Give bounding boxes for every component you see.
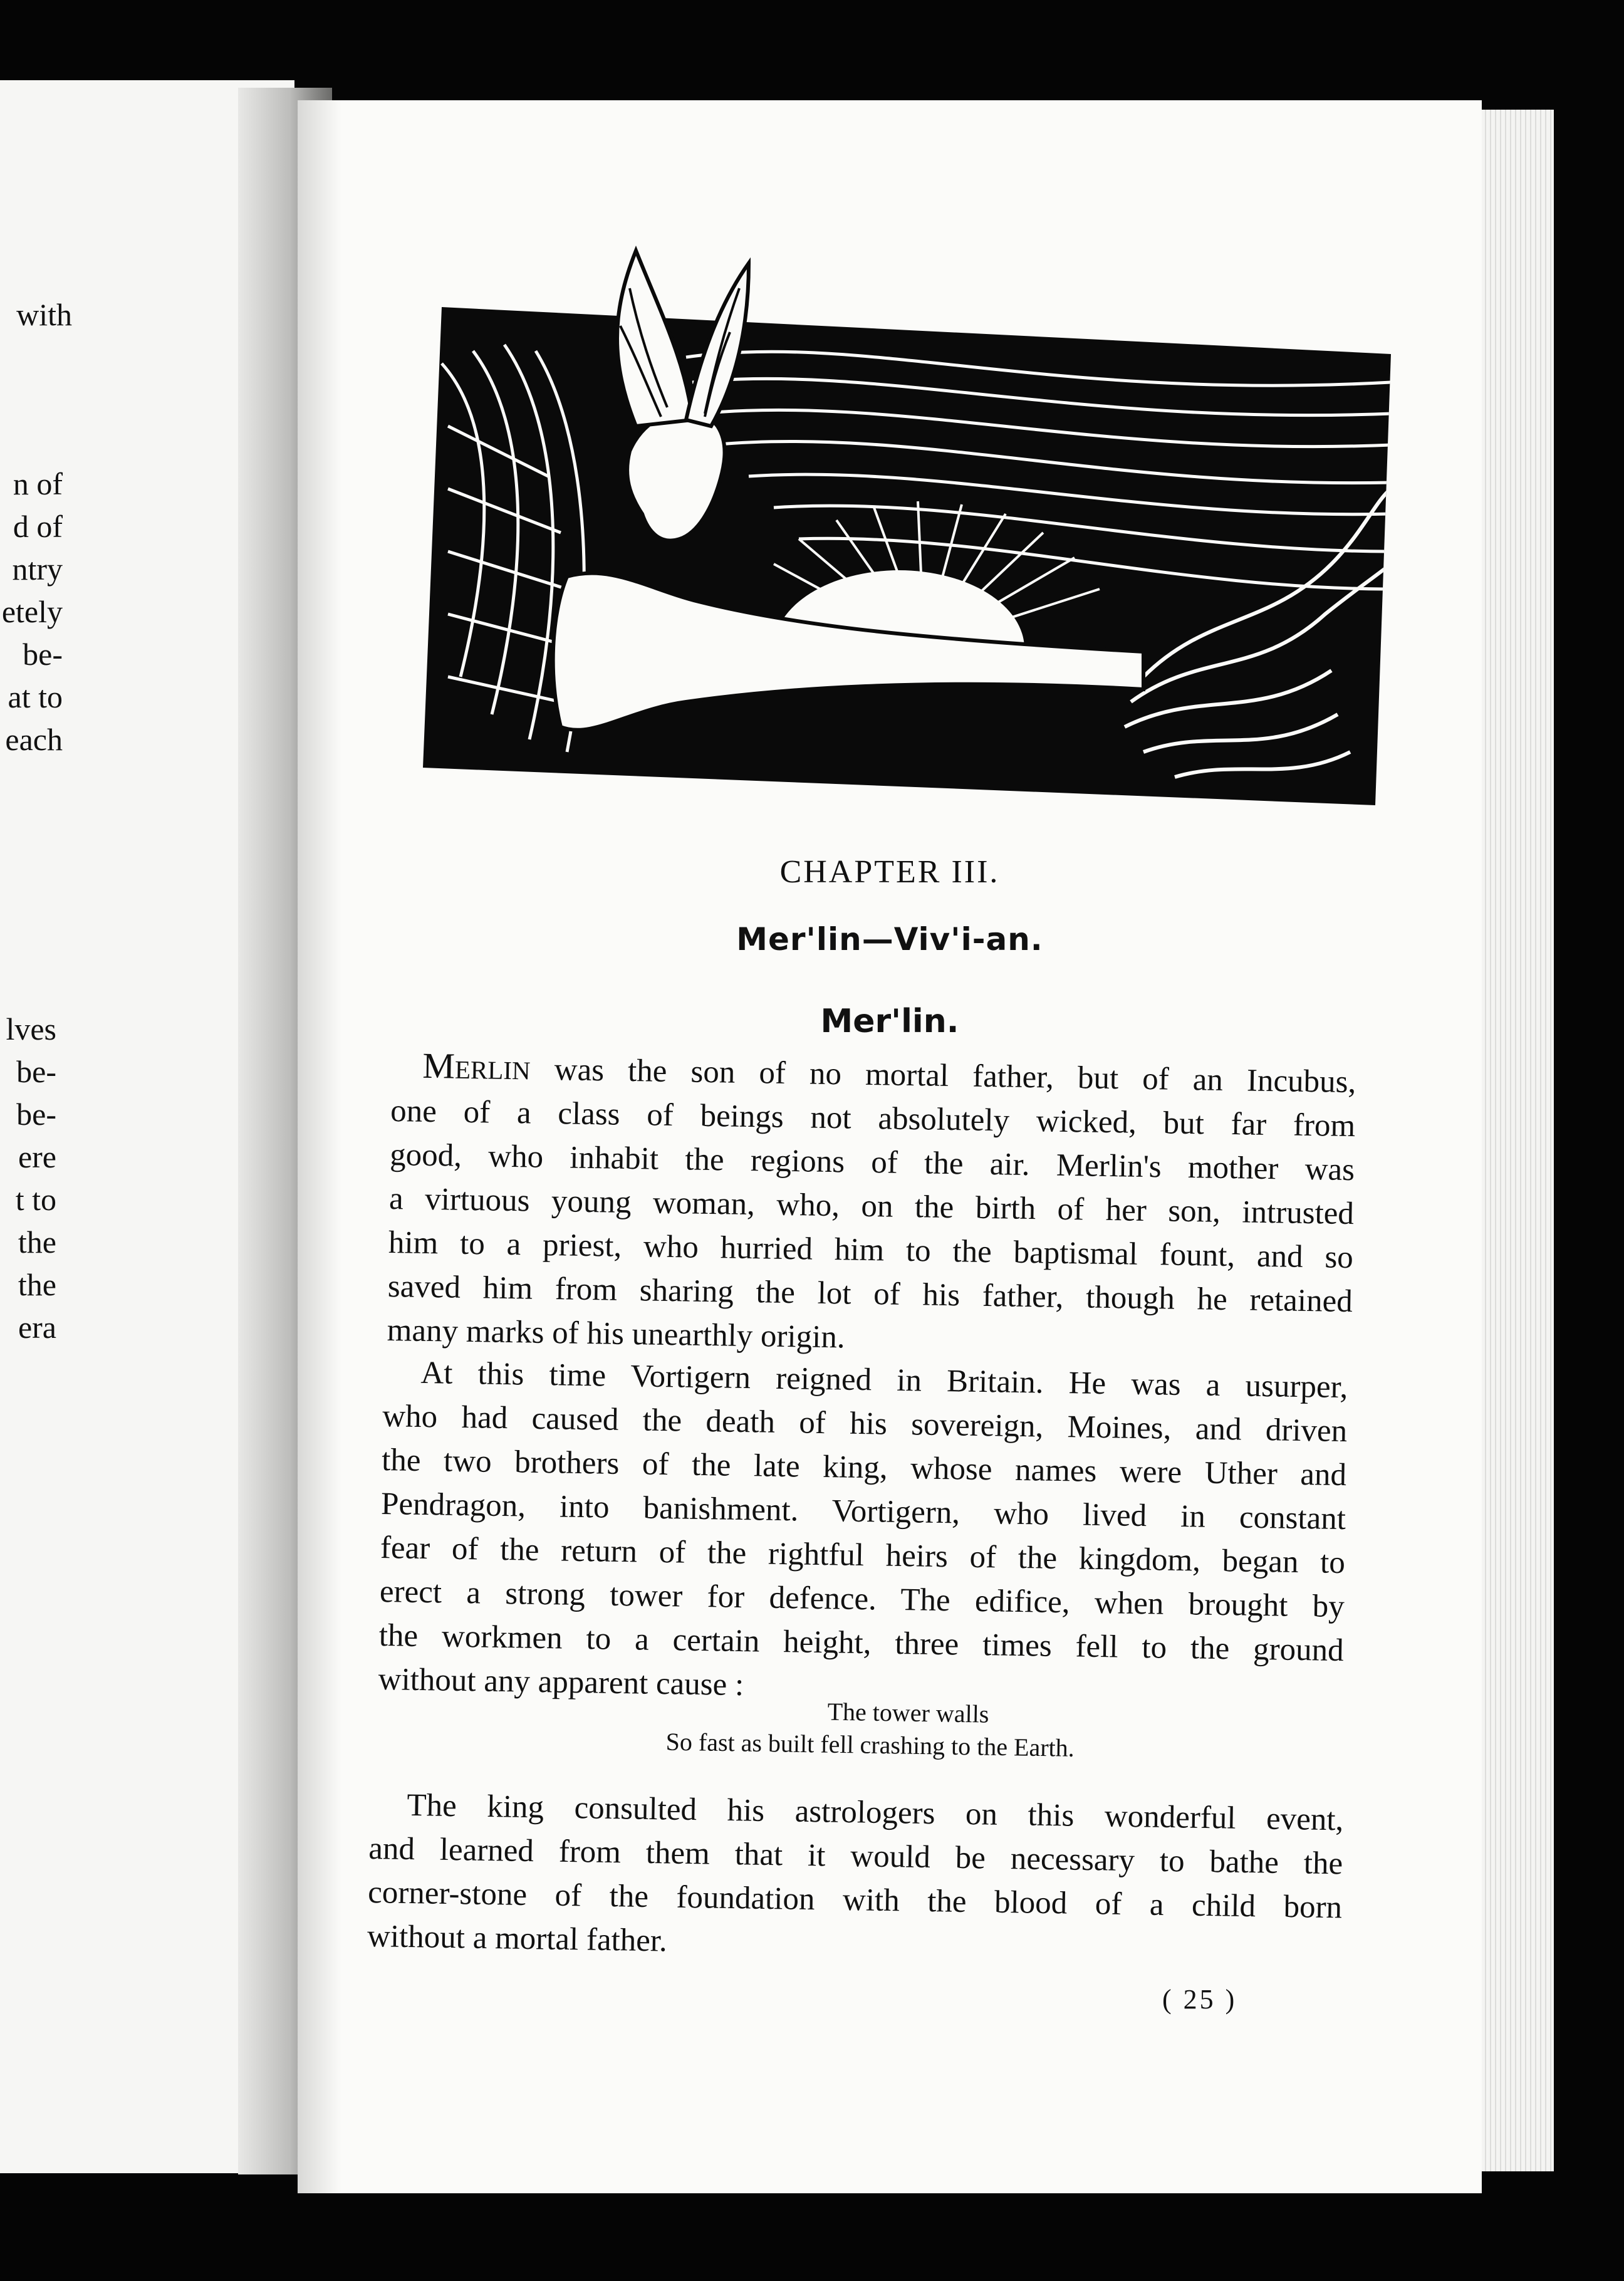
left-fragment-line: era — [18, 1310, 56, 1345]
left-fragment-block-a — [0, 293, 72, 419]
left-page-text-area — [0, 80, 294, 2173]
paragraph-line: one of a class of beings not absolutely wicked, but far from — [390, 1093, 1356, 1144]
left-fragment-line: the — [18, 1267, 56, 1302]
quote-line: The tower walls — [827, 1697, 989, 1728]
left-fragment-line: at to — [8, 679, 63, 714]
left-fragment-line: ntry — [12, 551, 63, 587]
paragraph-line: the workmen to a certain height, three times fell to the ground — [378, 1617, 1345, 1669]
paragraph-line: corner-stone of the foundation with the blood of a child born — [367, 1874, 1343, 1926]
paragraph-line: many marks of his unearthly origin. — [387, 1312, 846, 1355]
verse-quote — [600, 1692, 1140, 1765]
paragraph-line: and learned from them that it would be necessary to bathe the — [368, 1830, 1343, 1882]
paragraph-1 — [387, 1043, 1356, 1367]
paragraph-line-text: was the son of no mortal father, but of an Incubus, — [530, 1052, 1356, 1100]
paragraph-line: the two brothers of the late king, whose names were Uther and — [381, 1442, 1347, 1493]
paragraph-2 — [378, 1350, 1348, 1716]
paragraph-line: erect a strong tower for defence. The edifice, when brought by — [379, 1574, 1345, 1625]
left-fragment-line: n of — [13, 466, 63, 501]
paragraph-line: without any apparent cause : — [378, 1661, 744, 1703]
left-fragment-line: with — [16, 297, 72, 332]
left-fragment-line: d of — [13, 509, 63, 544]
left-fragment-block-c — [0, 1008, 56, 1446]
paragraph-line: Pendragon, into banishment. Vortigern, who lived in constant — [380, 1486, 1346, 1537]
paragraph-line: fear of the return of the rightful heirs of the kingdom, began to — [380, 1530, 1346, 1581]
left-fragment-line: lves — [6, 1011, 56, 1047]
page-number: ( 25 ) — [1162, 1984, 1237, 2015]
paragraph-line: The king consulted his astrologers on this wonderful event, — [407, 1787, 1344, 1838]
paragraph-line: without a mortal father. — [367, 1918, 668, 1959]
winged-figure-illustration — [423, 238, 1391, 805]
paragraph-line: a virtuous young woman, who, on the birth of her son, intrusted — [388, 1181, 1355, 1232]
left-fragment-line: be- — [16, 1097, 56, 1132]
paragraph-line: him to a priest, who hurried him to the baptismal fount, and so — [388, 1224, 1354, 1276]
left-fragment-line: be- — [16, 1054, 56, 1089]
paragraph-line: saved him from sharing the lot of his father, though he retained — [387, 1268, 1353, 1320]
paragraph-3 — [367, 1783, 1344, 1973]
drop-word: Merlin — [422, 1045, 531, 1088]
left-fragment-block-b — [0, 462, 63, 889]
paragraph-line: At this time Vortigern reigned in Britain. He was a usurper, — [420, 1355, 1348, 1406]
left-fragment-line: each — [5, 722, 63, 757]
left-fragment-line: t to — [15, 1182, 56, 1217]
left-fragment-line: ere — [18, 1139, 56, 1174]
chapter-title: Mer'lin—Viv'i-an. — [736, 921, 1043, 958]
left-fragment-line: be- — [23, 637, 63, 672]
left-fragment-line: the — [18, 1224, 56, 1260]
page-inner-shadow — [298, 100, 341, 2193]
left-fragment-line: etely — [1, 594, 63, 629]
quote-line: So fast as built fell crashing to the Earth. — [665, 1727, 1075, 1762]
paragraph-line: who had caused the death of his sovereign, Moines, and driven — [382, 1398, 1348, 1449]
section-title: Mer'lin. — [820, 1003, 959, 1040]
chapter-number: CHAPTER III. — [779, 854, 1000, 890]
paragraph-line: good, who inhabit the regions of the air. Merlin's mother was — [389, 1137, 1355, 1188]
